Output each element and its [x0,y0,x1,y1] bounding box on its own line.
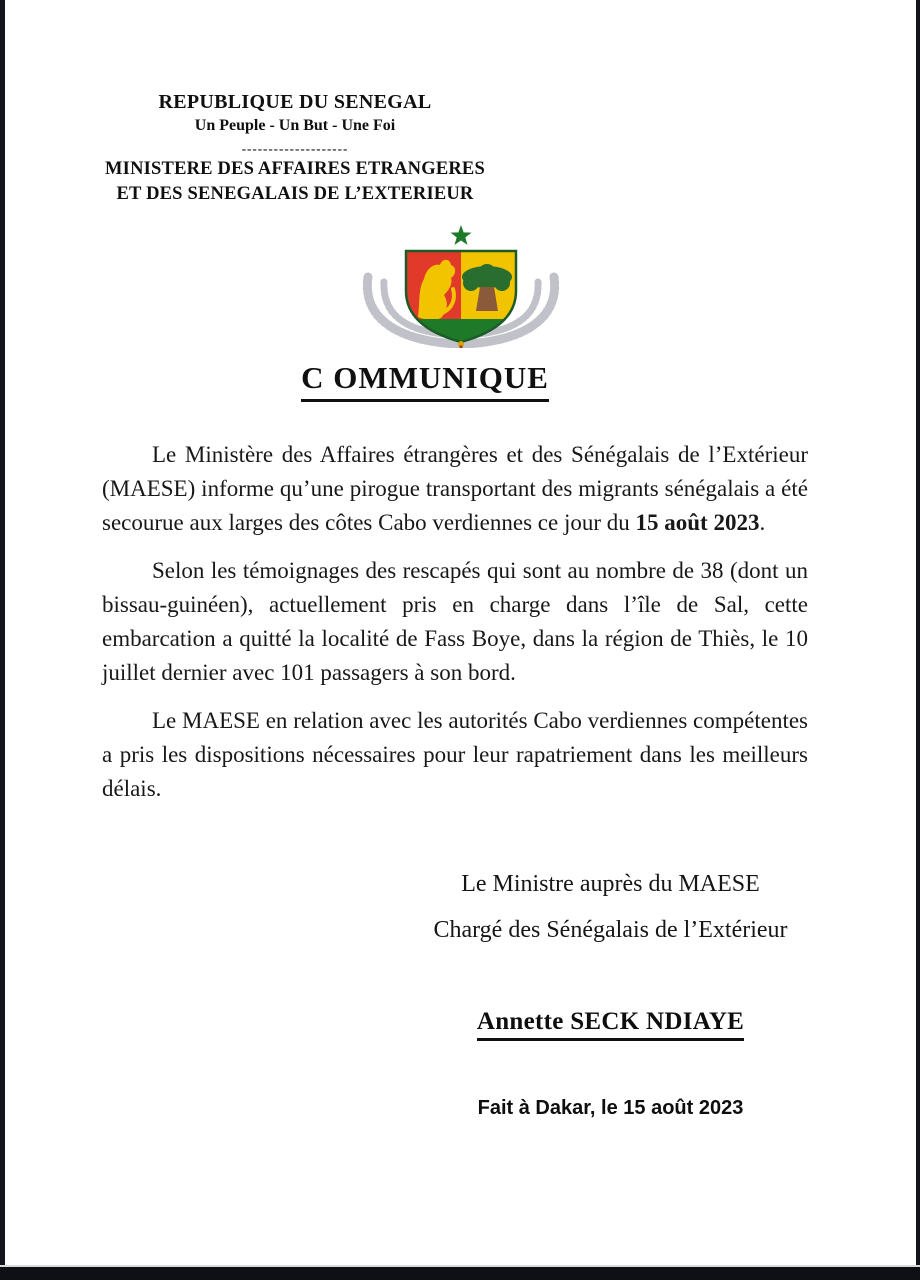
place-and-date: Fait à Dakar, le 15 août 2023 [477,1097,744,1119]
paragraph-1 [102,438,808,540]
scan-edge-bottom [0,1267,920,1280]
signatory-title-line1: Le Ministre auprès du MAESE [461,871,760,897]
scan-edge-left [0,0,5,1280]
signatory-name-wrap [388,1008,833,1041]
paragraph-3: Le MAESE en relation avec les autorités Cabo verdiennes compétentes a pris les dispositions nécessaires pour leur rapatriement dans les meilleurs délais. [102,708,808,801]
separator-dashes: -------------------- [241,141,349,156]
rescue-date-bold: 15 août 2023 [635,510,760,535]
ministry-name-line1: MINISTERE DES AFFAIRES ETRANGERES [105,159,485,179]
senegal-coat-of-arms-icon [354,223,569,348]
body-text [102,438,808,806]
scan-edge-right [916,0,920,1280]
republic-title: REPUBLIQUE DU SENEGAL [158,91,432,113]
paragraph-1-period: . [759,510,766,535]
national-motto: Un Peuple - Un But - Une Foi [194,117,396,134]
signatory-name: Annette SECK NDIAYE [477,1008,744,1041]
paragraph-2: Selon les témoignages des rescapés qui sont au nombre de 38 (dont un bissau-guinéen), actuellement pris en charge dans l’île de Sal, cette embarcation a quitté la localité de Fass Boye, dans la région de Thiès, le 10 juillet dernier avec 101 passagers à son bord. [102,558,808,685]
letterhead [95,90,495,207]
green-star [451,225,472,245]
signatory-title-line2: Chargé des Sénégalais de l’Extérieur [433,917,788,943]
communique-title-text: C OMMUNIQUE [301,360,549,402]
ministry-name-line2: ET DES SENEGALAIS DE L’EXTERIEUR [116,184,474,204]
signature-block [388,868,833,1120]
communique-title [72,360,778,402]
paragraph-1-text: Le Ministère des Affaires étrangères et des Sénégalais de l’Extérieur (MAESE) informe qu’une pirogue transportant des migrants sénégalais a été secourue aux larges des côtes Cabo verdiennes ce jour du [102,442,808,535]
